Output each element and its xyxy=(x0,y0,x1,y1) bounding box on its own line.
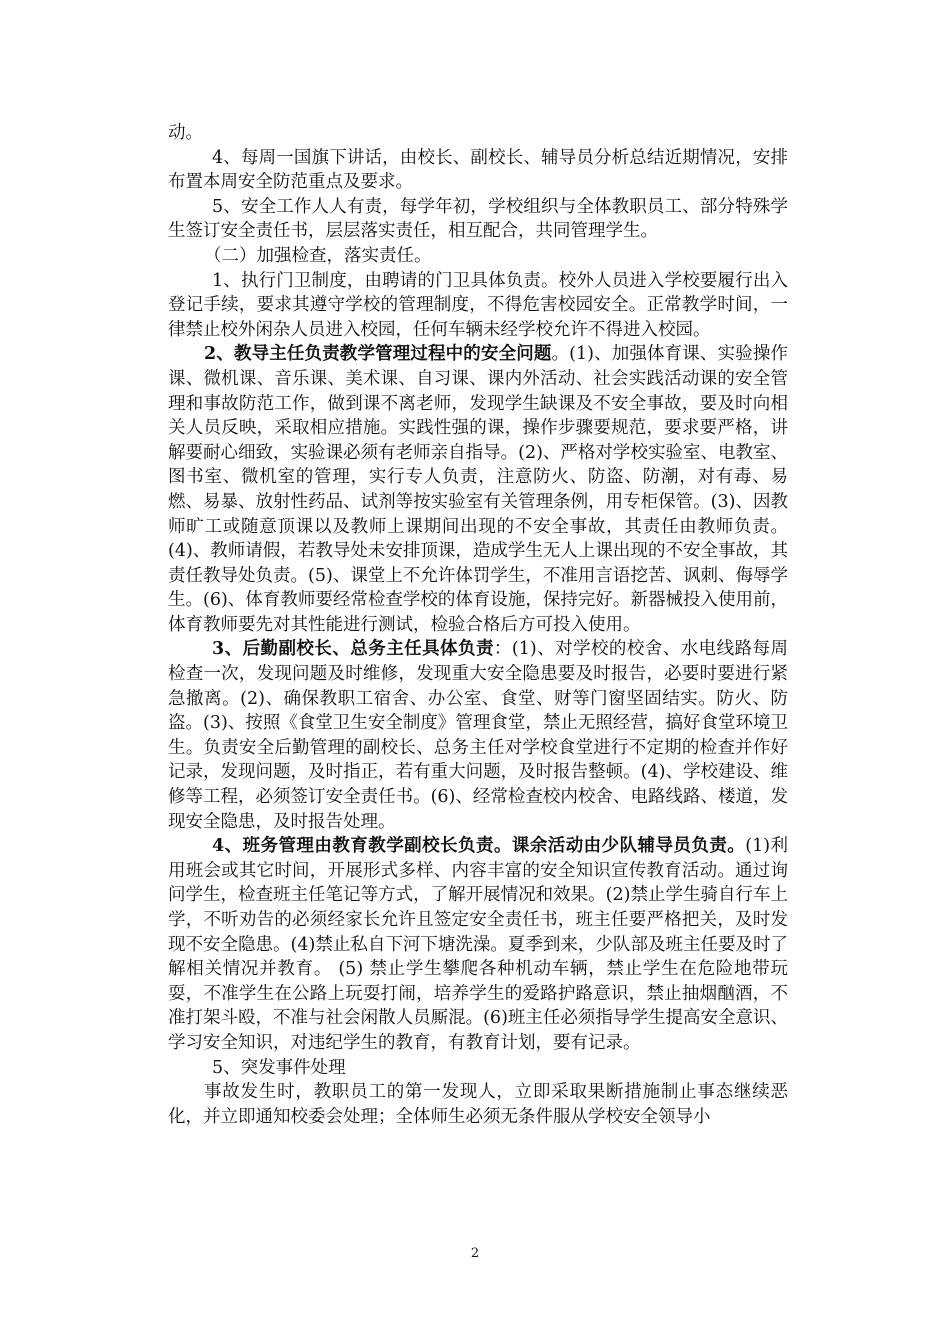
paragraph-logistics-text: ：(1)、对学校的校舍、水电线路每周检查一次，发现问题及时维修，发现重大安全隐患要及时报告，必要时要进行紧急撤离。(2)、确保教职工宿舍、办公室、食堂、财等门窗坚固结实。防火、防盗。(3)、按照《食堂卫生安全制度》管理食堂，禁止无照经营，搞好食堂环境卫生。负责安全后勤管理的副校长、总务主任对学校食堂进行不定期的检查并作好记录，发现问题，及时指正，若有重大问题，及时报告整顿。(4)、学校建设、维修等工程，必须签订安全责任书。(6)、经常检查校内校舍、电路线路、楼道，发现安全隐患，及时报告处理。 xyxy=(168,639,788,832)
page-number: 2 xyxy=(470,1246,480,1261)
paragraph-continuation: 动。 xyxy=(168,123,203,143)
document-body xyxy=(168,121,788,1129)
paragraph-logistics-lead: 3、后勤副校长、总务主任具体负责 xyxy=(212,639,494,660)
paragraph-item-4: 4、每周一国旗下讲话，由校长、副校长、辅导员分析总结近期情况，安排布置本周安全防范重点及要求。 xyxy=(168,147,788,193)
section-heading-2: （二）加强检查，落实责任。 xyxy=(204,245,432,266)
paragraph-emergency: 事故发生时，教职员工的第一发现人，立即采取果断措施制止事态继续恶化，并立即通知校委会处理；全体师生必须无条件服从学校安全领导小 xyxy=(168,1082,788,1127)
paragraph-teaching-director-lead: 2、教导主任负责教学管理过程中的安全问题 xyxy=(204,344,552,365)
paragraph-class-management-text: (1)利用班会或其它时间，开展形式多样、内容丰富的安全知识宣传教育活动。通过询问学生，检查班主任笔记等方式，了解开展情况和效果。(2)禁止学生骑自行车上学，不听劝告的必须经家长允许且签定安全责任书，班主任要严格把关，及时发现不安全隐患。(4)禁止私自下河下塘洗澡。夏季到来，少队部及班主任要及时了解相关情况并教育。 (5) 禁止学生攀爬各种机动车辆，禁止学生在危险地带玩耍，不准学生在公路上玩耍打闹，培养学生的爱路护路意识，禁止抽烟酗酒，不准打架斗殴，不准与社会闲散人员厮混。(6)班主任必须指导学生提高安全意识、学习安全知识，对违纪学生的教育，有教育计划，要有记录。 xyxy=(168,836,788,1053)
paragraph-teaching-director-text: 。(1)、加强体育课、实验操作课、微机课、音乐课、美术课、自习课、课内外活动、社会实践活动课的安全管理和事故防范工作，做到课不离老师，发现学生缺课及不安全事故，要及时向相关人员反映，采取相应措施。实践性强的课，操作步骤要规范，要求要严格，讲解要耐心细致，实验课必须有老师亲自指导。(2)、严格对学校实验室、电教室、图书室、微机室的管理，实行专人负责，注意防火、防盗、防潮，对有毒、易燃、易暴、放射性药品、试剂等按实验室有关管理条例，用专柜保管。(3)、因教师旷工或随意顶课以及教师上课期间出现的不安全事故，其责任由教师负责。(4)、教师请假，若教导处未安排顶课，造成学生无人上课出现的不安全事故，其责任教导处负责。(5)、课堂上不允许体罚学生，不准用言语挖苦、讽刺、侮辱学生。(6)、体育教师要经常检查学校的体育设施，保持完好。新器械投入使用前，体育教师要先对其性能进行测试，检验合格后方可投入使用。 xyxy=(168,344,788,635)
paragraph-gatekeeper: 1、执行门卫制度，由聘请的门卫具体负责。校外人员进入学校要履行出入登记手续，要求其遵守学校的管理制度，不得危害校园安全。正常教学时间，一律禁止校外闲杂人员进入校园，任何车辆未经学校允许不得进入校园。 xyxy=(168,270,788,340)
paragraph-item-5: 5、安全工作人人有责，每学年初，学校组织与全体教职员工、部分特殊学生签订安全责任书，层层落实责任，相互配合，共同管理学生。 xyxy=(168,196,788,242)
paragraph-class-management xyxy=(168,834,788,1055)
paragraph-class-management-lead: 4、班务管理由教育教学副校长负责。课余活动由少队辅导员负责。 xyxy=(212,836,746,857)
section-heading-emergency: 5、突发事件处理 xyxy=(212,1057,346,1078)
paragraph-logistics xyxy=(168,637,788,834)
paragraph-teaching-director xyxy=(168,342,788,637)
